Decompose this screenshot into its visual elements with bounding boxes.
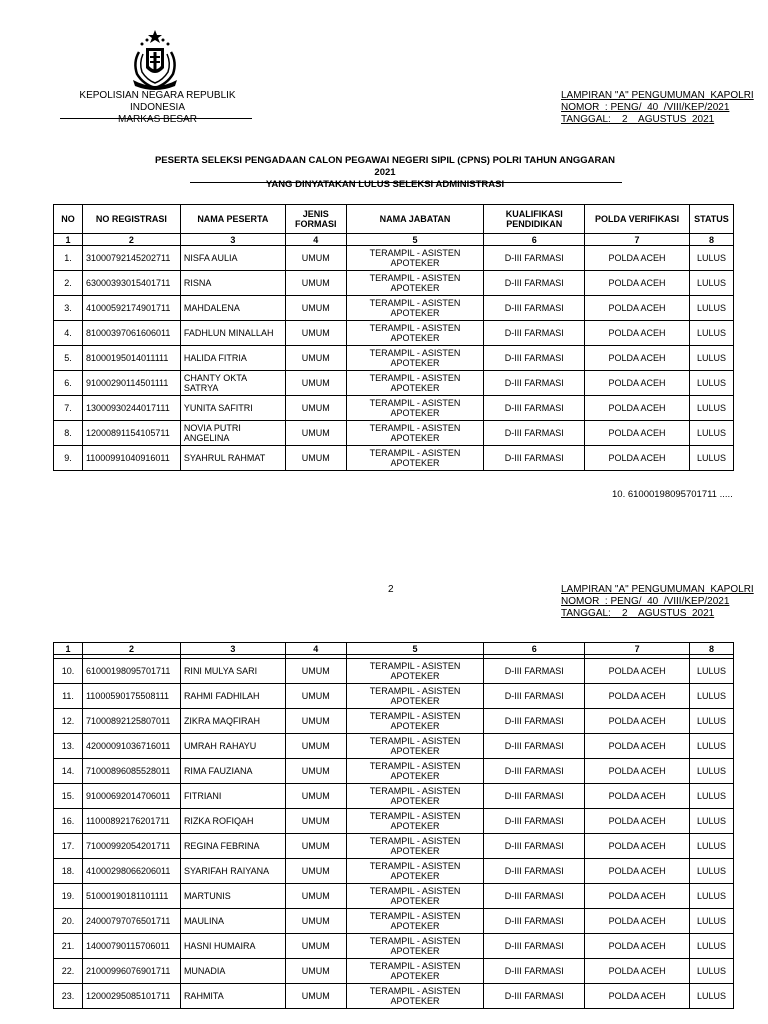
row-number: 9.: [54, 446, 83, 471]
participant-name: RINI MULYA SARI: [180, 659, 285, 684]
status-value: LULUS: [689, 421, 733, 446]
position-name: TERAMPIL - ASISTEN APOTEKER: [346, 271, 484, 296]
participant-name: MARTUNIS: [180, 884, 285, 909]
registration-number: 11000991040916011: [82, 446, 180, 471]
position-name: TERAMPIL - ASISTEN APOTEKER: [346, 909, 484, 934]
status-value: LULUS: [689, 684, 733, 709]
row-number: 19.: [54, 884, 83, 909]
status-value: LULUS: [689, 734, 733, 759]
row-number: 12.: [54, 709, 83, 734]
table-row: [54, 759, 734, 784]
row-number: 4.: [54, 321, 83, 346]
position-name: TERAMPIL - ASISTEN APOTEKER: [346, 784, 484, 809]
position-name: TERAMPIL - ASISTEN APOTEKER: [346, 321, 484, 346]
ref-lampiran: LAMPIRAN "A" PENGUMUMAN KAPOLRI: [561, 90, 754, 101]
ref-nomor: NOMOR : PENG/ 40 /VIII/KEP/2021: [561, 102, 730, 113]
formation-type: UMUM: [285, 809, 346, 834]
col-number: 1: [54, 234, 83, 246]
registration-number: 61000198095701711: [82, 659, 180, 684]
status-value: LULUS: [689, 446, 733, 471]
education-qualification: D-III FARMASI: [484, 684, 585, 709]
table-row: [54, 734, 734, 759]
registration-number: 11000590175508111: [82, 684, 180, 709]
table-row: [54, 834, 734, 859]
table-row: [54, 421, 734, 446]
status-value: LULUS: [689, 659, 733, 684]
verification-polda: POLDA ACEH: [585, 859, 690, 884]
formation-type: UMUM: [285, 934, 346, 959]
col-number: 2: [82, 643, 180, 655]
participant-name: RIMA FAUZIANA: [180, 759, 285, 784]
participant-name: UMRAH RAHAYU: [180, 734, 285, 759]
position-name: TERAMPIL - ASISTEN APOTEKER: [346, 734, 484, 759]
col-header-status: STATUS: [689, 205, 733, 234]
col-number: 6: [484, 234, 585, 246]
education-qualification: D-III FARMASI: [484, 371, 585, 396]
education-qualification: D-III FARMASI: [484, 321, 585, 346]
col-number: 1: [54, 643, 83, 655]
formation-type: UMUM: [285, 784, 346, 809]
position-name: TERAMPIL - ASISTEN APOTEKER: [346, 759, 484, 784]
col-number: 5: [346, 234, 484, 246]
formation-type: UMUM: [285, 659, 346, 684]
education-qualification: D-III FARMASI: [484, 246, 585, 271]
row-number: 3.: [54, 296, 83, 321]
row-number: 17.: [54, 834, 83, 859]
formation-type: UMUM: [285, 421, 346, 446]
org-underline: [60, 118, 252, 119]
row-number: 14.: [54, 759, 83, 784]
registration-number: 11000892176201711: [82, 809, 180, 834]
position-name: TERAMPIL - ASISTEN APOTEKER: [346, 296, 484, 321]
verification-polda: POLDA ACEH: [585, 246, 690, 271]
formation-type: UMUM: [285, 321, 346, 346]
education-qualification: D-III FARMASI: [484, 909, 585, 934]
participant-name: HALIDA FITRIA: [180, 346, 285, 371]
row-number: 16.: [54, 809, 83, 834]
education-qualification: D-III FARMASI: [484, 834, 585, 859]
participant-name: MUNADIA: [180, 959, 285, 984]
position-name: TERAMPIL - ASISTEN APOTEKER: [346, 684, 484, 709]
status-value: LULUS: [689, 884, 733, 909]
column-number-row: [54, 643, 734, 655]
verification-polda: POLDA ACEH: [585, 984, 690, 1009]
col-header-formasi: JENIS FORMASI: [285, 205, 346, 234]
row-number: 7.: [54, 396, 83, 421]
verification-polda: POLDA ACEH: [585, 784, 690, 809]
registration-number: 42000091036716011: [82, 734, 180, 759]
status-value: LULUS: [689, 959, 733, 984]
status-value: LULUS: [689, 246, 733, 271]
formation-type: UMUM: [285, 709, 346, 734]
row-number: 5.: [54, 346, 83, 371]
participant-name: YUNITA SAFITRI: [180, 396, 285, 421]
formation-type: UMUM: [285, 271, 346, 296]
col-header-polda: POLDA VERIFIKASI: [585, 205, 690, 234]
formation-type: UMUM: [285, 734, 346, 759]
row-number: 6.: [54, 371, 83, 396]
col-header-registrasi: NO REGISTRASI: [82, 205, 180, 234]
position-name: TERAMPIL - ASISTEN APOTEKER: [346, 809, 484, 834]
formation-type: UMUM: [285, 396, 346, 421]
registration-number: 81000195014011111: [82, 346, 180, 371]
col-header-nama: NAMA PESERTA: [180, 205, 285, 234]
col-number: 8: [689, 234, 733, 246]
col-number: 3: [180, 234, 285, 246]
position-name: TERAMPIL - ASISTEN APOTEKER: [346, 346, 484, 371]
registration-number: 14000790115706011: [82, 934, 180, 959]
verification-polda: POLDA ACEH: [585, 709, 690, 734]
col-number: 5: [346, 643, 484, 655]
table-row: [54, 296, 734, 321]
education-qualification: D-III FARMASI: [484, 421, 585, 446]
participant-name: MAHDALENA: [180, 296, 285, 321]
row-number: 15.: [54, 784, 83, 809]
status-value: LULUS: [689, 984, 733, 1009]
formation-type: UMUM: [285, 371, 346, 396]
formation-type: UMUM: [285, 959, 346, 984]
registration-number: 21000996076901711: [82, 959, 180, 984]
formation-type: UMUM: [285, 834, 346, 859]
table-row: [54, 709, 734, 734]
registration-number: 81000397061606011: [82, 321, 180, 346]
status-value: LULUS: [689, 371, 733, 396]
status-value: LULUS: [689, 709, 733, 734]
col-number: 3: [180, 643, 285, 655]
registration-number: 71000896085528011: [82, 759, 180, 784]
education-qualification: D-III FARMASI: [484, 784, 585, 809]
status-value: LULUS: [689, 396, 733, 421]
education-qualification: D-III FARMASI: [484, 709, 585, 734]
results-table-page1: [53, 204, 734, 471]
ref-tanggal: TANGGAL: 2 AGUSTUS 2021: [561, 114, 715, 125]
registration-number: 41000592174901711: [82, 296, 180, 321]
participant-name: RIZKA ROFIQAH: [180, 809, 285, 834]
verification-polda: POLDA ACEH: [585, 934, 690, 959]
education-qualification: D-III FARMASI: [484, 934, 585, 959]
page-number: 2: [388, 584, 394, 595]
col-header-jabatan: NAMA JABATAN: [346, 205, 484, 234]
col-header-pendidikan: KUALIFIKASI PENDIDIKAN: [484, 205, 585, 234]
verification-polda: POLDA ACEH: [585, 296, 690, 321]
status-value: LULUS: [689, 809, 733, 834]
position-name: TERAMPIL - ASISTEN APOTEKER: [346, 859, 484, 884]
participant-name: REGINA FEBRINA: [180, 834, 285, 859]
verification-polda: POLDA ACEH: [585, 809, 690, 834]
formation-type: UMUM: [285, 346, 346, 371]
participant-name: SYARIFAH RAIYANA: [180, 859, 285, 884]
status-value: LULUS: [689, 934, 733, 959]
ref-lampiran: LAMPIRAN "A" PENGUMUMAN KAPOLRI: [561, 584, 754, 595]
registration-number: 51000190181101111: [82, 884, 180, 909]
table-row: [54, 246, 734, 271]
education-qualification: D-III FARMASI: [484, 984, 585, 1009]
polri-emblem-logo: [125, 30, 185, 92]
row-number: 13.: [54, 734, 83, 759]
participant-name: MAULINA: [180, 909, 285, 934]
formation-type: UMUM: [285, 446, 346, 471]
registration-number: 24000797076501711: [82, 909, 180, 934]
verification-polda: POLDA ACEH: [585, 446, 690, 471]
table-row: [54, 859, 734, 884]
education-qualification: D-III FARMASI: [484, 446, 585, 471]
document-title: [150, 155, 620, 191]
formation-type: UMUM: [285, 884, 346, 909]
position-name: TERAMPIL - ASISTEN APOTEKER: [346, 246, 484, 271]
col-number: 4: [285, 643, 346, 655]
registration-number: 71000992054201711: [82, 834, 180, 859]
row-number: 23.: [54, 984, 83, 1009]
participant-name: HASNI HUMAIRA: [180, 934, 285, 959]
education-qualification: D-III FARMASI: [484, 959, 585, 984]
position-name: TERAMPIL - ASISTEN APOTEKER: [346, 709, 484, 734]
table-row: [54, 909, 734, 934]
registration-number: 71000892125807011: [82, 709, 180, 734]
registration-number: 12000295085101711: [82, 984, 180, 1009]
status-value: LULUS: [689, 834, 733, 859]
row-number: 18.: [54, 859, 83, 884]
ref-nomor: NOMOR : PENG/ 40 /VIII/KEP/2021: [561, 596, 730, 607]
table-row: [54, 271, 734, 296]
status-value: LULUS: [689, 271, 733, 296]
participant-name: SYAHRUL RAHMAT: [180, 446, 285, 471]
registration-number: 13000930244017111: [82, 396, 180, 421]
status-value: LULUS: [689, 859, 733, 884]
participant-name: FITRIANI: [180, 784, 285, 809]
participant-name: RAHMI FADHILAH: [180, 684, 285, 709]
registration-number: 31000792145202711: [82, 246, 180, 271]
formation-type: UMUM: [285, 684, 346, 709]
registration-number: 63000393015401711: [82, 271, 180, 296]
position-name: TERAMPIL - ASISTEN APOTEKER: [346, 421, 484, 446]
status-value: LULUS: [689, 784, 733, 809]
status-value: LULUS: [689, 296, 733, 321]
position-name: TERAMPIL - ASISTEN APOTEKER: [346, 959, 484, 984]
col-number: 2: [82, 234, 180, 246]
participant-name: ZIKRA MAQFIRAH: [180, 709, 285, 734]
education-qualification: D-III FARMASI: [484, 271, 585, 296]
table-row: [54, 346, 734, 371]
formation-type: UMUM: [285, 759, 346, 784]
verification-polda: POLDA ACEH: [585, 659, 690, 684]
table-row: [54, 784, 734, 809]
education-qualification: D-III FARMASI: [484, 809, 585, 834]
position-name: TERAMPIL - ASISTEN APOTEKER: [346, 659, 484, 684]
education-qualification: D-III FARMASI: [484, 884, 585, 909]
position-name: TERAMPIL - ASISTEN APOTEKER: [346, 934, 484, 959]
table-row: [54, 396, 734, 421]
col-number: 8: [689, 643, 733, 655]
position-name: TERAMPIL - ASISTEN APOTEKER: [346, 446, 484, 471]
row-number: 11.: [54, 684, 83, 709]
row-number: 8.: [54, 421, 83, 446]
table-row: [54, 684, 734, 709]
col-number: 7: [585, 234, 690, 246]
verification-polda: POLDA ACEH: [585, 884, 690, 909]
row-number: 22.: [54, 959, 83, 984]
table-row: [54, 884, 734, 909]
registration-number: 91000692014706011: [82, 784, 180, 809]
table-row: [54, 659, 734, 684]
col-header-no: NO: [54, 205, 83, 234]
organization-header: [55, 90, 260, 126]
registration-number: 91000290114501111: [82, 371, 180, 396]
col-number: 7: [585, 643, 690, 655]
position-name: TERAMPIL - ASISTEN APOTEKER: [346, 984, 484, 1009]
verification-polda: POLDA ACEH: [585, 734, 690, 759]
continuation-note: 10. 61000198095701711 .....: [612, 489, 733, 500]
verification-polda: POLDA ACEH: [585, 421, 690, 446]
participant-name: RAHMITA: [180, 984, 285, 1009]
verification-polda: POLDA ACEH: [585, 396, 690, 421]
row-number: 10.: [54, 659, 83, 684]
col-number: 4: [285, 234, 346, 246]
participant-name: NISFA AULIA: [180, 246, 285, 271]
org-unit: MARKAS BESAR: [118, 114, 197, 125]
status-value: LULUS: [689, 321, 733, 346]
table-row: [54, 959, 734, 984]
participant-name: FADHLUN MINALLAH: [180, 321, 285, 346]
table-row: [54, 321, 734, 346]
education-qualification: D-III FARMASI: [484, 296, 585, 321]
row-number: 21.: [54, 934, 83, 959]
participant-name: NOVIA PUTRI ANGELINA: [180, 421, 285, 446]
verification-polda: POLDA ACEH: [585, 321, 690, 346]
position-name: TERAMPIL - ASISTEN APOTEKER: [346, 884, 484, 909]
results-table-page2: [53, 642, 734, 1009]
position-name: TERAMPIL - ASISTEN APOTEKER: [346, 396, 484, 421]
education-qualification: D-III FARMASI: [484, 396, 585, 421]
verification-polda: POLDA ACEH: [585, 684, 690, 709]
title-line-2: YANG DINYATAKAN LULUS SELEKSI ADMINISTRASI: [265, 179, 505, 190]
verification-polda: POLDA ACEH: [585, 834, 690, 859]
verification-polda: POLDA ACEH: [585, 959, 690, 984]
status-value: LULUS: [689, 909, 733, 934]
title-line-1: PESERTA SELEKSI PENGADAAN CALON PEGAWAI NEGERI SIPIL (CPNS) POLRI TAHUN ANGGARAN 2021: [154, 155, 616, 178]
participant-name: RISNA: [180, 271, 285, 296]
verification-polda: POLDA ACEH: [585, 759, 690, 784]
position-name: TERAMPIL - ASISTEN APOTEKER: [346, 834, 484, 859]
col-number: 6: [484, 643, 585, 655]
table-row: [54, 446, 734, 471]
verification-polda: POLDA ACEH: [585, 371, 690, 396]
status-value: LULUS: [689, 759, 733, 784]
org-name: KEPOLISIAN NEGARA REPUBLIK INDONESIA: [79, 90, 236, 113]
education-qualification: D-III FARMASI: [484, 734, 585, 759]
column-number-row: [54, 234, 734, 246]
table-row: [54, 984, 734, 1009]
education-qualification: D-III FARMASI: [484, 759, 585, 784]
row-number: 1.: [54, 246, 83, 271]
formation-type: UMUM: [285, 246, 346, 271]
formation-type: UMUM: [285, 859, 346, 884]
ref-tanggal: TANGGAL: 2 AGUSTUS 2021: [561, 608, 715, 619]
participant-name: CHANTY OKTA SATRYA: [180, 371, 285, 396]
reference-block-page1: [561, 90, 754, 126]
row-number: 20.: [54, 909, 83, 934]
education-qualification: D-III FARMASI: [484, 859, 585, 884]
title-underline: [190, 182, 622, 183]
verification-polda: POLDA ACEH: [585, 909, 690, 934]
education-qualification: D-III FARMASI: [484, 659, 585, 684]
table-row: [54, 809, 734, 834]
registration-number: 41000298066206011: [82, 859, 180, 884]
verification-polda: POLDA ACEH: [585, 346, 690, 371]
registration-number: 12000891154105711: [82, 421, 180, 446]
formation-type: UMUM: [285, 984, 346, 1009]
formation-type: UMUM: [285, 909, 346, 934]
position-name: TERAMPIL - ASISTEN APOTEKER: [346, 371, 484, 396]
status-value: LULUS: [689, 346, 733, 371]
verification-polda: POLDA ACEH: [585, 271, 690, 296]
table-row: [54, 371, 734, 396]
formation-type: UMUM: [285, 296, 346, 321]
education-qualification: D-III FARMASI: [484, 346, 585, 371]
table-row: [54, 934, 734, 959]
reference-block-page2: [561, 584, 754, 620]
row-number: 2.: [54, 271, 83, 296]
